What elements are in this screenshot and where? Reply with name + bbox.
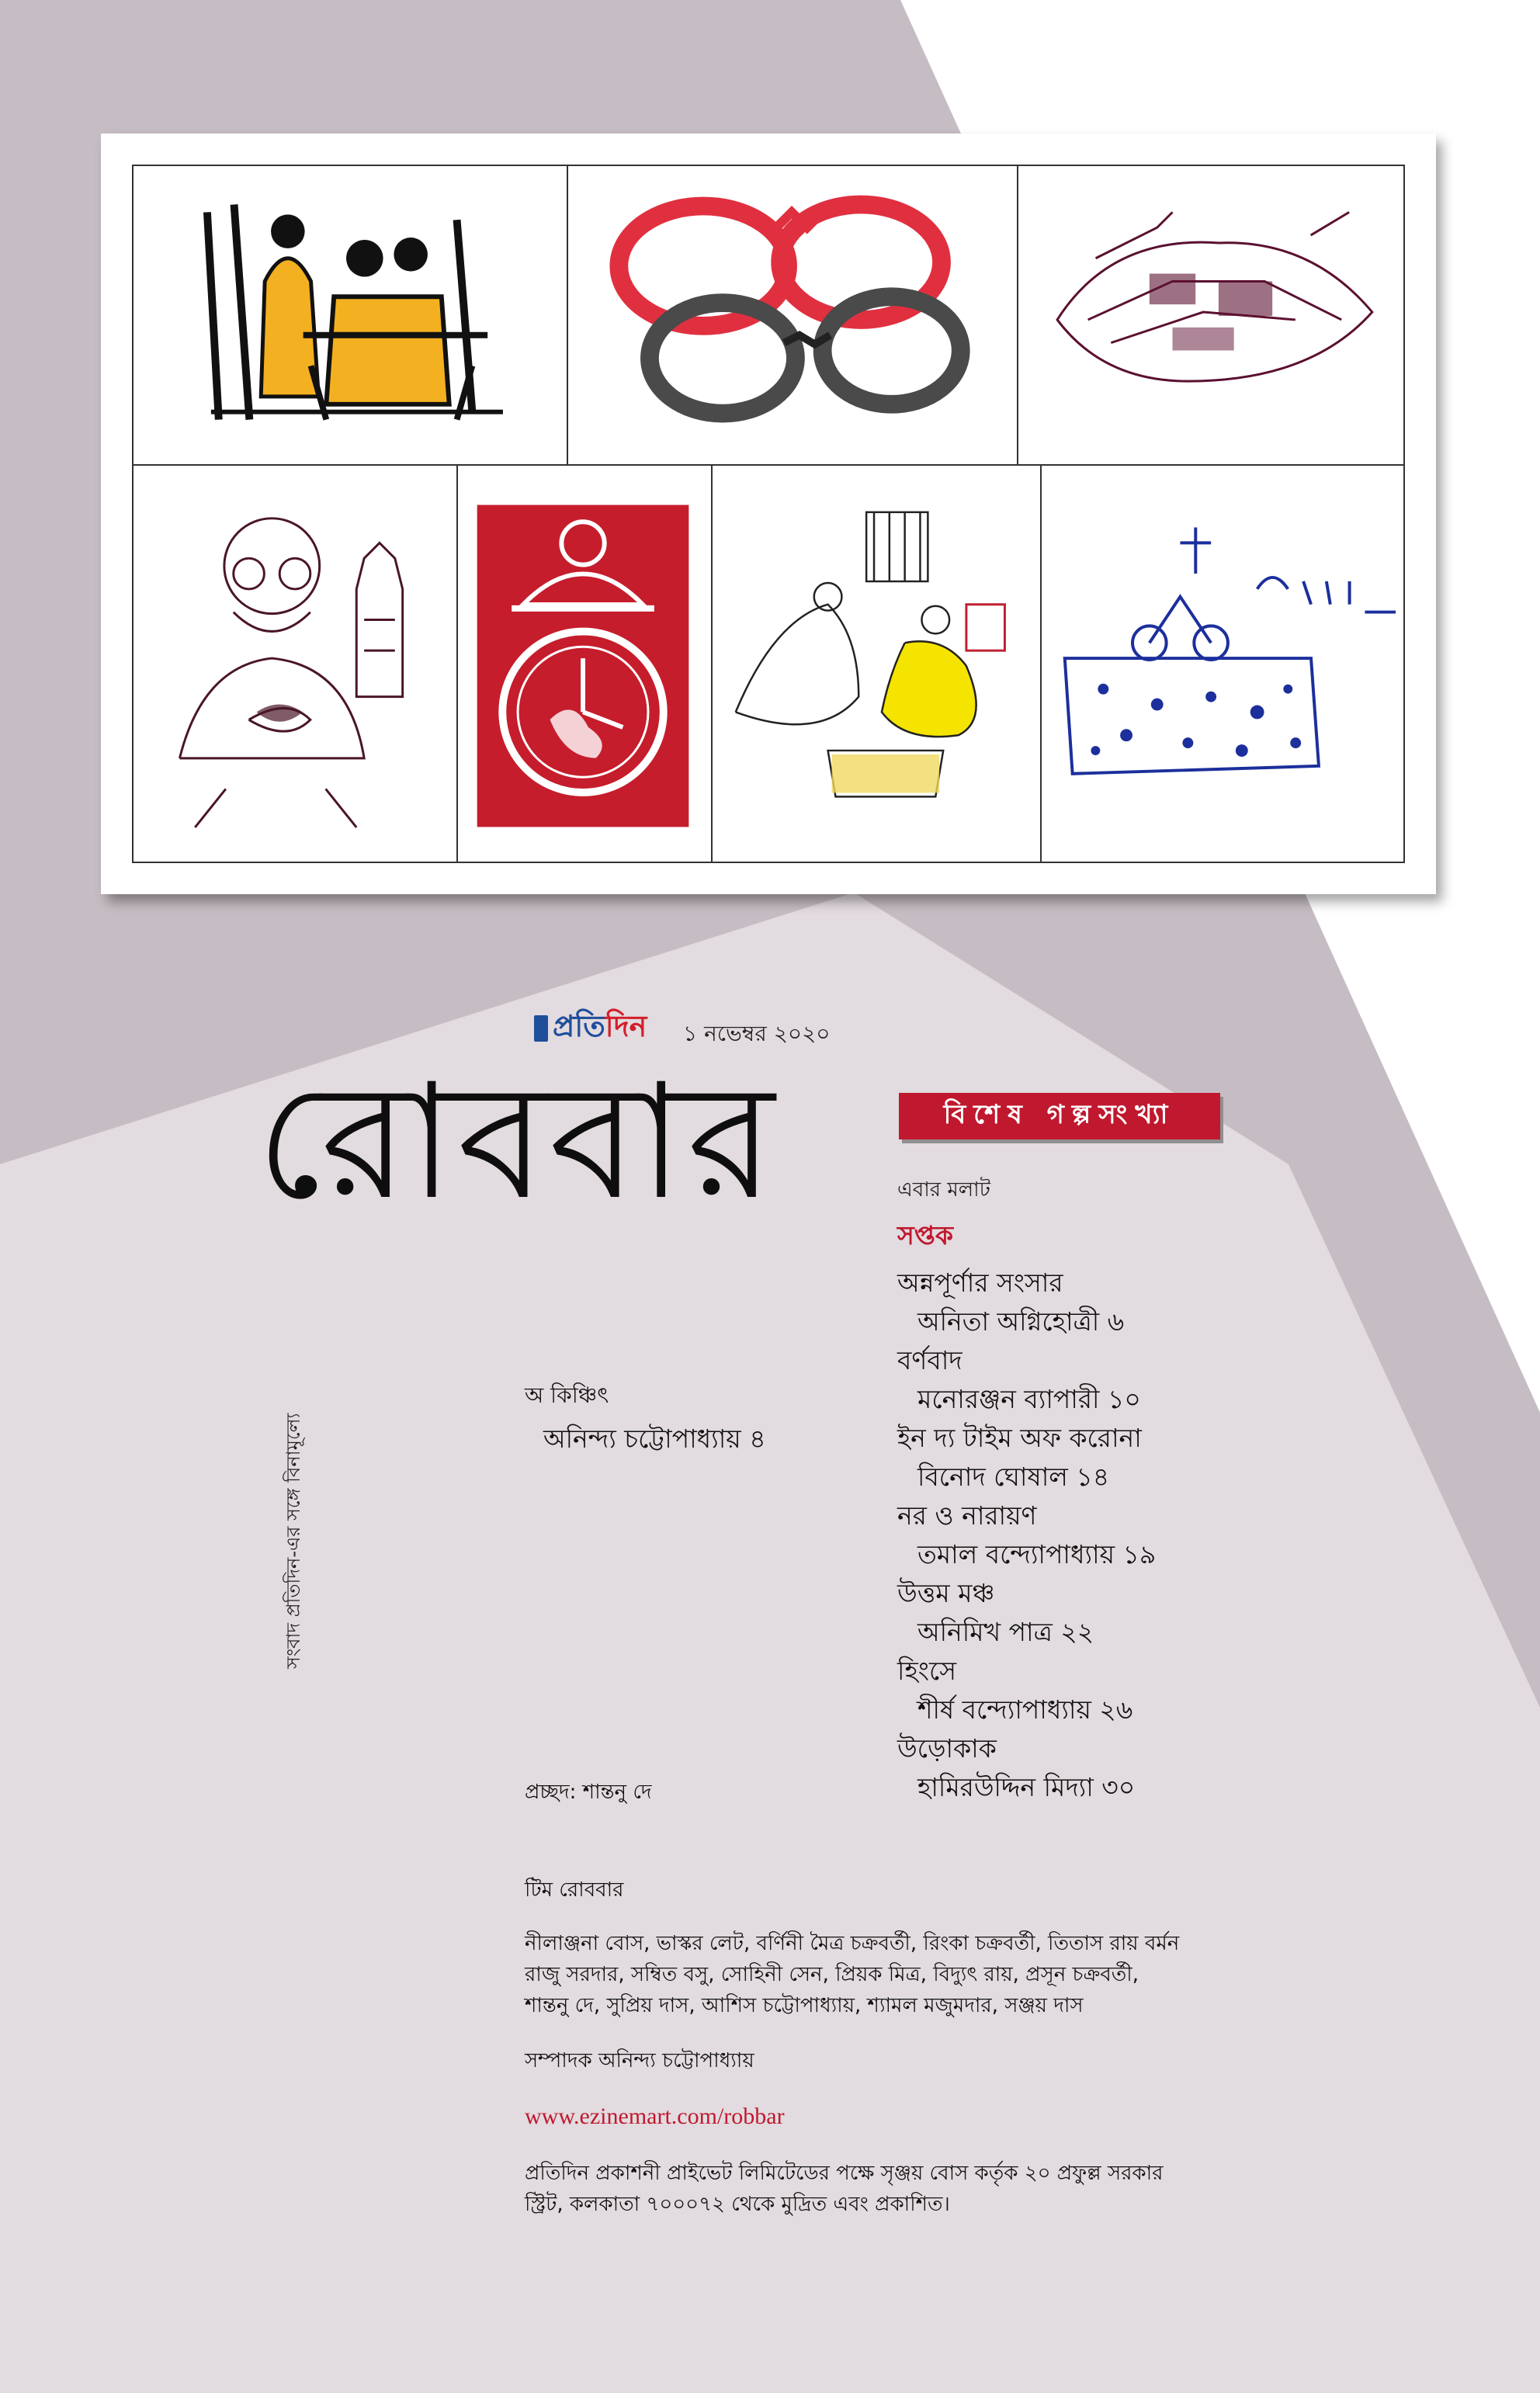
imprint-line: স্ট্রিট, কলকাতা ৭০০০৭২ থেকে মুদ্রিত এবং প্রকাশিত। (525, 2193, 950, 2216)
list-item[interactable] (897, 1496, 1301, 1574)
money-bundle-sketch-illustration (1017, 165, 1405, 466)
cover-label: এবার মলাট (897, 1178, 990, 1202)
issue-date: ১ নভেম্বর ২০২০ (683, 1021, 831, 1046)
list-item[interactable] (897, 1729, 1301, 1807)
team-line: নীলাঞ্জনা বোস, ভাস্কর লেট, বর্ণিনী মৈত্র চক্রবর্তী, রিংকা চক্রবর্তী, তিতাস রায় বর্মন (525, 1932, 1180, 1955)
akinchit-label: অ কিঞ্চিৎ (525, 1382, 609, 1408)
story-title: নর ও নারায়ণ (897, 1500, 1037, 1531)
team-line: রাজু সরদার, সম্বিত বসু, সোহিনী সেন, প্রিয়ক মিত্র, বিদ্যুৎ রায়, প্রসূন চক্রবর্তী, (525, 1963, 1139, 1986)
story-title: উত্তম মঞ্চ (897, 1578, 995, 1608)
editor-credit: সম্পাদক অনিন্দ্য চট্টোপাধ্যায় (525, 2049, 754, 2072)
story-title: বর্ণবাদ (897, 1345, 962, 1375)
cover-credit: প্রচ্ছদ: শান্তনু দে (525, 1781, 652, 1804)
logo-mark-icon (534, 1015, 548, 1042)
women-chest-sketch-illustration (711, 464, 1042, 863)
team-line: শান্তনু দে, সুপ্রিয় দাস, আশিস চট্টোপাধ্যায়, শ্যামল মজুমদার, সঞ্জয় দাস (525, 1994, 1084, 2017)
list-item[interactable] (897, 1341, 1301, 1419)
logo-text (553, 1004, 647, 1053)
handcuffs-illustration (567, 165, 1018, 466)
team-heading: টিম রোববার (525, 1878, 624, 1902)
story-title: হিংসে (897, 1656, 957, 1686)
clock-bell-illustration (456, 464, 713, 863)
magazine-title: রোববার (256, 1050, 778, 1235)
team-list (525, 1928, 1223, 2021)
logo-text-main: প্রতি (553, 1008, 605, 1043)
special-issue-badge: বিশেষ গল্পসংখ্যা (899, 1093, 1220, 1139)
story-author: অনিতা অগ্নিহোত্রী ৬ (917, 1306, 1125, 1337)
free-supplement-note: সংবাদ প্রতিদিন-এর সঙ্গে বিনামূল্যে (283, 1413, 304, 1669)
story-author: তমাল বন্দ্যোপাধ্যায় ১৯ (917, 1539, 1157, 1569)
cover-title: সপ্তক (897, 1220, 954, 1250)
pratidin-logo (534, 1009, 647, 1048)
list-item[interactable] (897, 1574, 1301, 1652)
website-link[interactable]: www.ezinemart.com/robbar (525, 2103, 785, 2129)
story-title: ইন দ্য টাইম অফ করোনা (897, 1423, 1142, 1453)
family-dining-sketch-illustration (132, 165, 568, 466)
list-item[interactable] (897, 1419, 1301, 1496)
list-item[interactable] (897, 1652, 1301, 1729)
table-of-contents (897, 1174, 1301, 1807)
old-man-temple-sketch-illustration (132, 464, 458, 863)
story-author: বিনোদ ঘোষাল ১৪ (917, 1462, 1110, 1492)
akinchit-author[interactable]: অনিন্দ্য চট্টোপাধ্যায় ৪ (543, 1424, 766, 1454)
publisher-imprint (525, 2158, 1223, 2220)
list-item[interactable] (897, 1264, 1301, 1341)
story-author: মনোরঞ্জন ব্যাপারী ১০ (917, 1384, 1141, 1414)
child-drawing-illustration (1040, 464, 1405, 863)
story-author: শীর্ষ বন্দ্যোপাধ্যায় ২৬ (917, 1694, 1133, 1725)
story-author: অনিমিখ পাত্র ২২ (917, 1617, 1094, 1647)
story-title: উড়োকাক (897, 1733, 997, 1764)
logo-text-accent: দিন (605, 1008, 647, 1043)
story-title: অন্নপূর্ণার সংসার (897, 1268, 1063, 1298)
illustration-grid (132, 165, 1405, 863)
story-author: হামিরউদ্দিন মিদ্যা ৩০ (917, 1772, 1136, 1802)
illustration-panel (101, 134, 1436, 894)
imprint-line: প্রতিদিন প্রকাশনী প্রাইভেট লিমিটেডের পক্ষে সৃঞ্জয় বোস কর্তৃক ২০ প্রফুল্ল সরকার (525, 2162, 1164, 2185)
